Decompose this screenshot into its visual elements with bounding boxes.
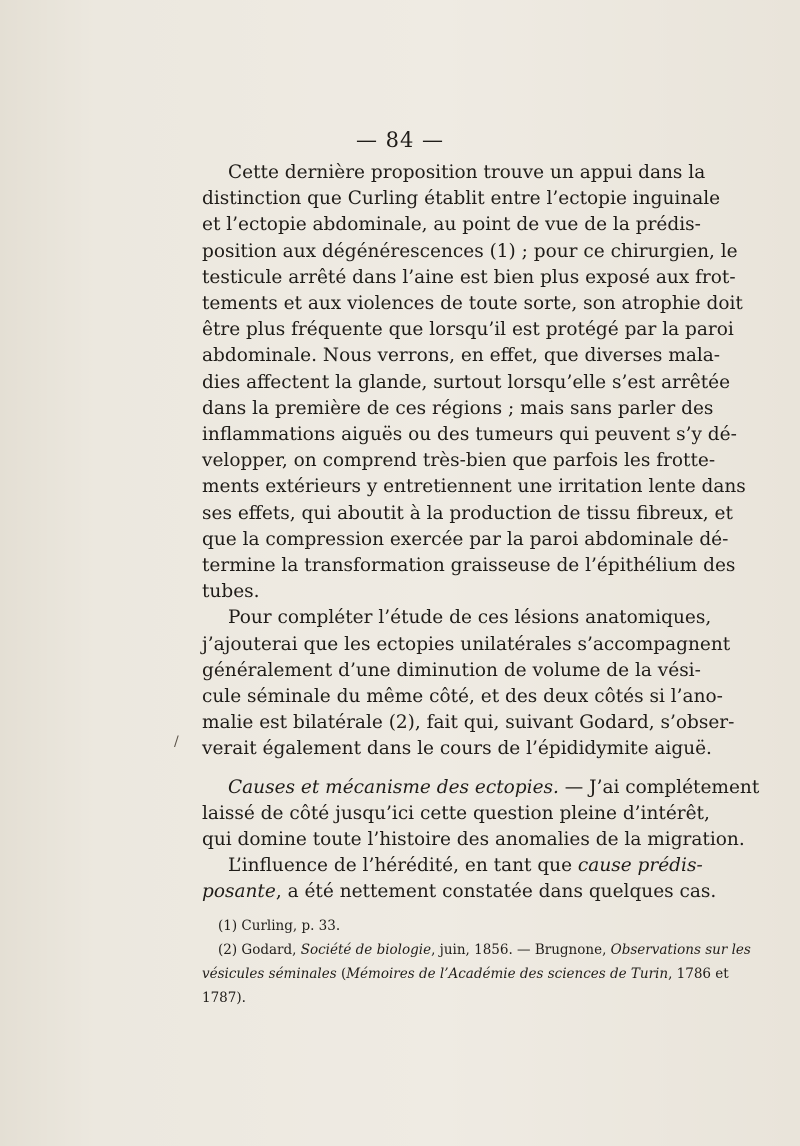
text-line: termine la transformation graisseuse de l’épithélium des [202,555,736,577]
emphasis: Société de biologie [300,942,432,958]
paragraph-1 [202,160,746,605]
paragraph-3 [202,775,760,854]
section-gap [202,763,680,775]
emphasis: vésicules séminales [202,966,337,982]
text-line: Pour compléter l’étude de ces lésions anatomiques, [228,607,712,629]
footnote-2-cont [202,962,729,986]
section-heading: Causes et mécanisme des ectopies. [228,776,559,798]
text-line: tements et aux violences de toute sorte, son atrophie doit [202,293,743,315]
text-line: qui domine toute l’histoire des anomalies de la migration. [202,829,745,851]
emphasis: posante [202,881,276,903]
footnote-2 [202,938,751,962]
margin-mark: / [174,734,179,750]
text-line: testicule arrêté dans l’aine est bien plus exposé aux frot- [202,266,736,288]
text-line: velopper, on comprend très-bien que parfois les frotte- [202,450,716,472]
text-line: j’ajouterai que les ectopies unilatérales s’accompagnent [202,633,731,655]
footnotes [202,914,751,1010]
text-line: être plus fréquente que lorsqu’il est protégé par la paroi [202,319,734,341]
text-span: , 1786 et [668,966,729,982]
text-span: ( [336,966,347,982]
text-line [202,853,703,879]
text-line: distinction que Curling établit entre l’ectopie inguinale [202,188,721,210]
text-line: abdominale. Nous verrons, en effet, que diverses mala- [202,345,721,367]
text-line [202,879,717,905]
text-span: , juin, 1856. — Brugnone, [431,942,611,958]
text-line: verait également dans le cours de l’épididymite aiguë. [202,738,712,760]
text-line: laissé de côté jusqu’ici cette question pleine d’intérêt, [202,802,710,824]
text-line: ments extérieurs y entretiennent une irritation lente dans [202,476,746,498]
text-line: dies affectent la glande, surtout lorsqu’elle s’est arrêtée [202,371,731,393]
emphasis: Observations sur les [610,942,751,958]
text-span: , a été nettement constatée dans quelques cas. [275,881,717,903]
emphasis: cause prédis- [577,855,703,877]
text-line: malie est bilatérale (2), fait qui, suivant Godard, s’obser- [202,712,735,734]
text-line: Cette dernière proposition trouve un appui dans la [228,162,706,183]
page-number: — 84 — [355,128,445,152]
text-span: — J’ai complétement [558,776,760,798]
text-line: que la compression exercée par la paroi abdominale dé- [202,528,729,550]
text-line: ses effets, qui aboutit à la production de tissu fibreux, et [202,502,733,524]
text-line: position aux dégénérescences (1) ; pour ce chirurgien, le [202,240,738,262]
paragraph-2 [202,605,735,762]
paragraph-4 [202,853,717,905]
footnote-2-cont: 1787). [202,990,246,1006]
emphasis: Mémoires de l’Académie des sciences de Turin [346,966,669,982]
text-line: inflammations aiguës ou des tumeurs qui peuvent s’y dé- [202,424,737,446]
text-line: tubes. [202,581,260,603]
text-span: L’influence de l’hérédité, en tant que [228,855,578,877]
footnote-1: (1) Curling, p. 33. [218,918,341,934]
text-line: et l’ectopie abdominale, au point de vue de la prédis- [202,214,701,236]
text-line: généralement d’une diminution de volume de la vési- [202,659,701,681]
text-line: dans la première de ces régions ; mais sans parler des [202,397,714,419]
text-line: cule séminale du même côté, et des deux côtés si l’ano- [202,686,723,708]
body-text [202,160,760,906]
text-span: (2) Godard, [218,942,301,958]
text-line [202,775,760,801]
